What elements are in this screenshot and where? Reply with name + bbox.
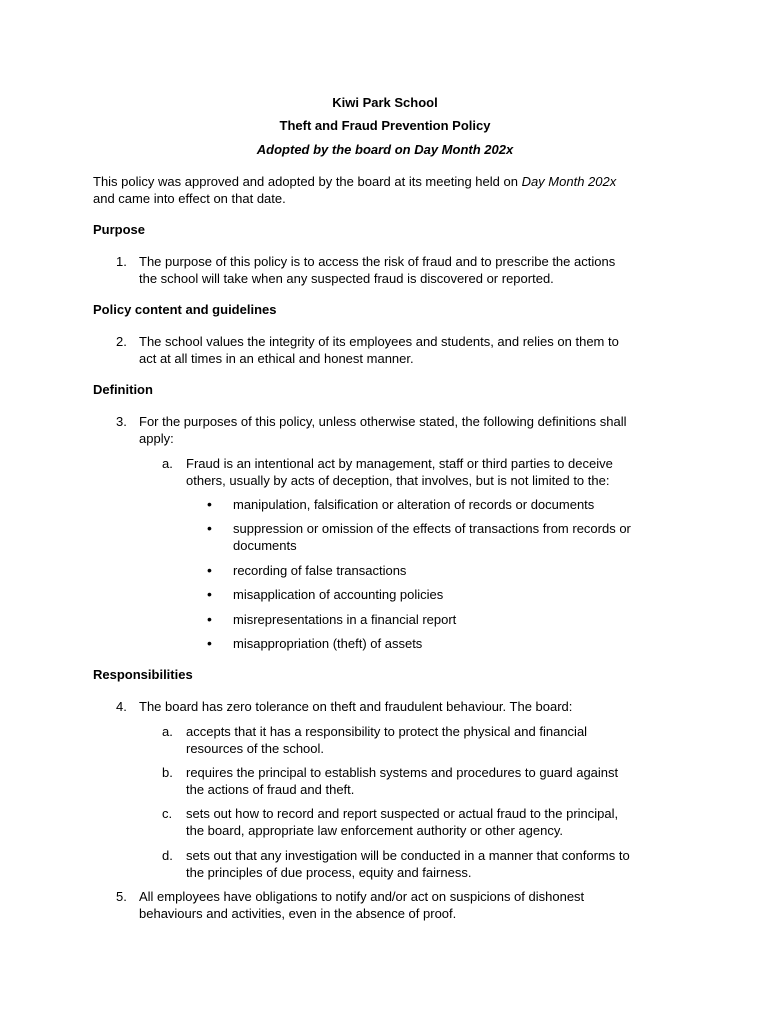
bullet-text: misrepresentations in a financial report bbox=[233, 612, 457, 627]
intro-paragraph bbox=[93, 173, 693, 190]
responsibilities-heading: Responsibilities bbox=[93, 667, 193, 682]
sub-text: others, usually by acts of deception, that involves, but is not limited to the: bbox=[186, 473, 610, 488]
purpose-heading: Purpose bbox=[93, 222, 146, 237]
bullet-icon: • bbox=[207, 586, 212, 602]
bullet-icon: • bbox=[207, 611, 212, 627]
list-text: behaviours and activities, even in the absence of proof. bbox=[139, 906, 457, 921]
bullet-text: misapplication of accounting policies bbox=[233, 587, 444, 602]
list-text: the school will take when any suspected fraud is discovered or reported. bbox=[139, 271, 554, 286]
bullet-text: manipulation, falsification or alteration of records or documents bbox=[233, 497, 595, 512]
policy-title: Theft and Fraud Prevention Policy bbox=[279, 118, 491, 133]
bullet-icon: • bbox=[207, 562, 212, 578]
bullet-icon: • bbox=[207, 520, 212, 536]
bullet-text: suppression or omission of the effects of transactions from records or bbox=[233, 521, 631, 536]
sub-label: c. bbox=[162, 806, 173, 821]
list-number: 5. bbox=[116, 889, 127, 904]
definition-heading: Definition bbox=[93, 382, 153, 397]
sub-text: the actions of fraud and theft. bbox=[186, 782, 355, 797]
list-number: 1. bbox=[116, 254, 127, 269]
sub-label: a. bbox=[162, 456, 173, 471]
bullet-text: misappropriation (theft) of assets bbox=[233, 636, 423, 651]
list-text: The school values the integrity of its employees and students, and relies on them to bbox=[139, 334, 619, 349]
list-text: The purpose of this policy is to access the risk of fraud and to prescribe the actions bbox=[139, 254, 616, 269]
list-text: The board has zero tolerance on theft and fraudulent behaviour. The board: bbox=[139, 699, 573, 714]
bullet-text: documents bbox=[233, 538, 297, 553]
sub-text: sets out how to record and report suspected or actual fraud to the principal, bbox=[186, 806, 619, 821]
policy-content-heading: Policy content and guidelines bbox=[93, 302, 277, 317]
sub-label: b. bbox=[162, 765, 173, 780]
list-number: 2. bbox=[116, 334, 127, 349]
sub-text: sets out that any investigation will be conducted in a manner that conforms to bbox=[186, 848, 630, 863]
list-number: 3. bbox=[116, 414, 127, 429]
intro-date: Day Month 202x bbox=[521, 174, 617, 189]
sub-text: the principles of due process, equity and fairness. bbox=[186, 865, 472, 880]
list-text: apply: bbox=[139, 431, 174, 446]
intro-line-2: and came into effect on that date. bbox=[93, 191, 286, 206]
school-name: Kiwi Park School bbox=[332, 95, 438, 110]
sub-text: accepts that it has a responsibility to protect the physical and financial bbox=[186, 724, 588, 739]
sub-label: a. bbox=[162, 724, 173, 739]
list-text: act at all times in an ethical and honest manner. bbox=[139, 351, 414, 366]
bullet-text: recording of false transactions bbox=[233, 563, 407, 578]
intro-text: This policy was approved and adopted by the board at its meeting held on bbox=[93, 174, 522, 189]
sub-text: requires the principal to establish systems and procedures to guard against bbox=[186, 765, 619, 780]
list-text: For the purposes of this policy, unless otherwise stated, the following definitions shall bbox=[139, 414, 627, 429]
bullet-icon: • bbox=[207, 496, 212, 512]
sub-text: resources of the school. bbox=[186, 741, 325, 756]
list-number: 4. bbox=[116, 699, 127, 714]
sub-label: d. bbox=[162, 848, 173, 863]
bullet-icon: • bbox=[207, 635, 212, 651]
sub-text: Fraud is an intentional act by management, staff or third parties to deceive bbox=[186, 456, 613, 471]
adopted-line: Adopted by the board on Day Month 202x bbox=[256, 142, 514, 157]
sub-text: the board, appropriate law enforcement authority or other agency. bbox=[186, 823, 563, 838]
list-text: All employees have obligations to notify and/or act on suspicions of dishonest bbox=[139, 889, 585, 904]
